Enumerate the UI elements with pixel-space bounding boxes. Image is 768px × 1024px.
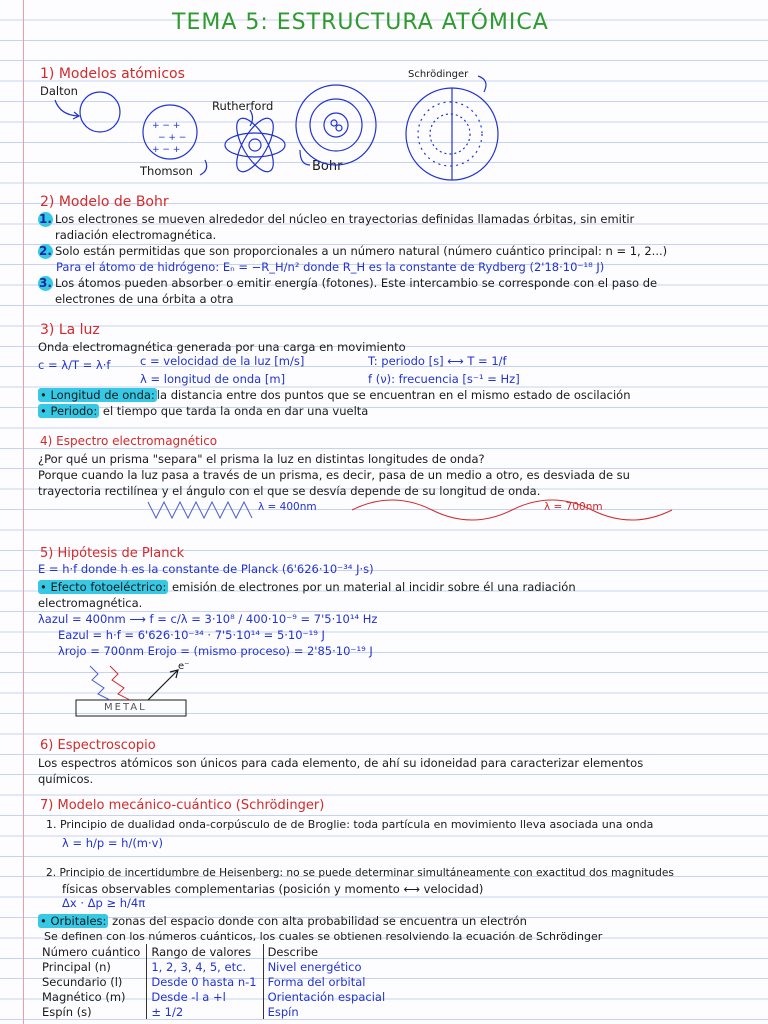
section-heading-4: 4) Espectro electromagnético — [40, 434, 218, 448]
light-period: T: periodo [s] ⟷ T = 1/f — [368, 354, 507, 368]
item-number-3: 3. — [39, 276, 52, 290]
quantum-numbers-intro: Se definen con los números cuánticos, los cuales se obtienen resolviendo la ecuación de Schrödinger — [44, 930, 603, 943]
table-cell: Espín — [263, 1004, 391, 1019]
photoelectric-effect: • Efecto fotoeléctrico: emisión de electrones por un material al incidir sobre él una radiación — [40, 580, 576, 594]
wavelength-label: • Longitud de onda: — [40, 388, 155, 402]
period-label: • Periodo: — [40, 404, 98, 418]
spectroscope-text-1: Los espectros atómicos son únicos para cada elemento, de ahí su idoneidad para caracterizar elementos — [38, 756, 644, 770]
bohr-item-3: 3. Los átomos pueden absorber o emitir energía (fotones). Este intercambio se corresponde con el paso de — [39, 276, 658, 290]
table-cell: Espín (s) — [42, 1004, 92, 1019]
label-rutherford: Rutherford — [212, 99, 274, 113]
table-cell: Principal (n) — [42, 959, 111, 974]
heisenberg-formula: Δx · Δp ≥ h/4π — [62, 896, 146, 910]
photoelectric-drawing — [70, 660, 270, 740]
light-formula: c = λ/T = λ·f — [38, 358, 111, 372]
orbitals-label: • Orbitales: — [40, 914, 107, 928]
section-heading-2: 2) Modelo de Bohr — [40, 194, 169, 210]
hydrogen-formula: Para el átomo de hidrógeno: Eₙ = −R_H/n² donde R_H es la constante de Rydberg (2'18·10⁻¹⁸ J) — [56, 260, 605, 274]
light-wavelength: λ = longitud de onda [m] — [140, 372, 286, 386]
svg-text:− + −: − + − — [158, 133, 187, 143]
bohr-item-1-cont: radiación electromagnética. — [55, 228, 217, 242]
table-cell: Nivel energético — [263, 959, 391, 974]
atomic-models-drawing — [0, 0, 768, 200]
table-cell: Forma del orbital — [263, 974, 391, 989]
heisenberg-principle-cont: físicas observables complementarias (posición y momento ⟷ velocidad) — [62, 882, 484, 896]
table-cell: 1, 2, 3, 4, 5, etc. — [147, 959, 263, 974]
quantum-numbers-table — [42, 944, 391, 1019]
table-cell: Orientación espacial — [263, 989, 391, 1004]
wave-drawing — [0, 490, 768, 550]
calc-blue-energy: Eazul = h·f = 6'626·10⁻³⁴ · 7'5·10¹⁴ = 5·10⁻¹⁹ J — [58, 628, 325, 642]
photoelectric-label: • Efecto fotoeléctrico: — [40, 580, 167, 594]
table-cell: Magnético (m) — [42, 989, 126, 1004]
prism-answer-1: Porque cuando la luz pasa a través de un prisma, es decir, pasa de un medio a otro, es desviada de su — [38, 468, 630, 482]
svg-text:+ − +: + − + — [152, 121, 181, 131]
label-schrodinger: Schrödinger — [408, 69, 469, 80]
table-cell: ± 1/2 — [147, 1004, 263, 1019]
table-row — [42, 989, 391, 1004]
wave-blue-label: λ = 400nm — [258, 501, 317, 513]
svg-text:+ − +: + − + — [152, 145, 181, 155]
wave-red-label: λ = 700nm — [544, 501, 603, 513]
prism-answer-2: trayectoria rectilínea y el ángulo con el que se desvía depende de su longitud de onda. — [38, 484, 541, 498]
table-header-cell: Describe — [263, 944, 391, 959]
light-velocity: c = velocidad de la luz [m/s] — [140, 354, 305, 368]
section-heading-5: 5) Hipótesis de Planck — [40, 546, 185, 561]
section-heading-1: 1) Modelos atómicos — [40, 66, 185, 82]
period-definition: • Periodo: el tiempo que tarda la onda en dar una vuelta — [40, 404, 369, 418]
table-header-cell: Rango de valores — [147, 944, 263, 959]
spectroscope-text-2: químicos. — [38, 772, 94, 786]
wavelength-definition: • Longitud de onda: la distancia entre dos puntos que se encuentran en el mismo estado de oscilación — [40, 388, 631, 402]
table-row — [42, 974, 391, 989]
table-cell: Desde 0 hasta n-1 — [147, 974, 263, 989]
label-dalton: Dalton — [40, 84, 78, 98]
label-bohr: Bohr — [312, 159, 343, 174]
table-header-cell: Número cuántico — [42, 944, 141, 959]
bohr-item-1: 1. Los electrones se mueven alrededor del núcleo en trayectorias definidas llamadas órbitas, sin emitir — [39, 212, 635, 226]
light-frequency: f (ν): frecuencia [s⁻¹ = Hz] — [368, 372, 520, 386]
section-heading-6: 6) Espectroscopio — [40, 738, 156, 753]
item-number-2: 2. — [39, 244, 52, 258]
photoelectric-effect-cont: electromagnética. — [38, 596, 143, 610]
dalton-atom — [80, 92, 120, 132]
calc-red-energy: λrojo = 700nm Erojo = (mismo proceso) = 2'85·10⁻¹⁹ J — [58, 644, 373, 658]
table-header — [42, 944, 391, 959]
metal-label: METAL — [104, 702, 147, 713]
prism-question: ¿Por qué un prisma "separa" el prisma la luz en distintas longitudes de onda? — [38, 452, 485, 466]
section-heading-7: 7) Modelo mecánico-cuántico (Schrödinger) — [40, 798, 325, 813]
table-cell: Secundario (l) — [42, 974, 123, 989]
calc-blue-frequency: λazul = 400nm ⟶ f = c/λ = 3·10⁸ / 400·10⁻⁹ = 7'5·10¹⁴ Hz — [38, 612, 378, 626]
light-intro: Onda electromagnética generada por una carga en movimiento — [38, 340, 406, 354]
debroglie-formula: λ = h/p = h/(m·v) — [62, 836, 163, 850]
debroglie-principle: 1. Principio de dualidad onda-corpúsculo de de Broglie: toda partícula en movimiento lleva asociada una onda — [46, 818, 654, 831]
table-row — [42, 959, 391, 974]
section-heading-3: 3) La luz — [40, 322, 100, 338]
bohr-item-2: 2. Solo están permitidas que son proporcionales a un número natural (número cuántico principal: n = 1, 2...) — [39, 244, 668, 258]
item-number-1: 1. — [39, 212, 52, 226]
table-row — [42, 1004, 391, 1019]
table-cell: Desde -l a +l — [147, 989, 263, 1004]
rutherford-atom — [225, 133, 285, 157]
page-title: TEMA 5: ESTRUCTURA ATÓMICA — [172, 10, 549, 35]
electron-label: e⁻ — [178, 661, 190, 672]
planck-equation: E = h·f donde h es la constante de Planck (6'626·10⁻³⁴ J·s) — [38, 562, 374, 576]
label-thomson: Thomson — [140, 164, 193, 178]
bohr-item-3-cont: electrones de una órbita a otra — [55, 292, 234, 306]
heisenberg-principle: 2. Principio de incertidumbre de Heisenberg: no se puede determinar simultáneamente con exactitud dos magnitudes — [46, 867, 674, 879]
orbitals-definition: • Orbitales: zonas del espacio donde con alta probabilidad se encuentra un electrón — [40, 914, 527, 928]
